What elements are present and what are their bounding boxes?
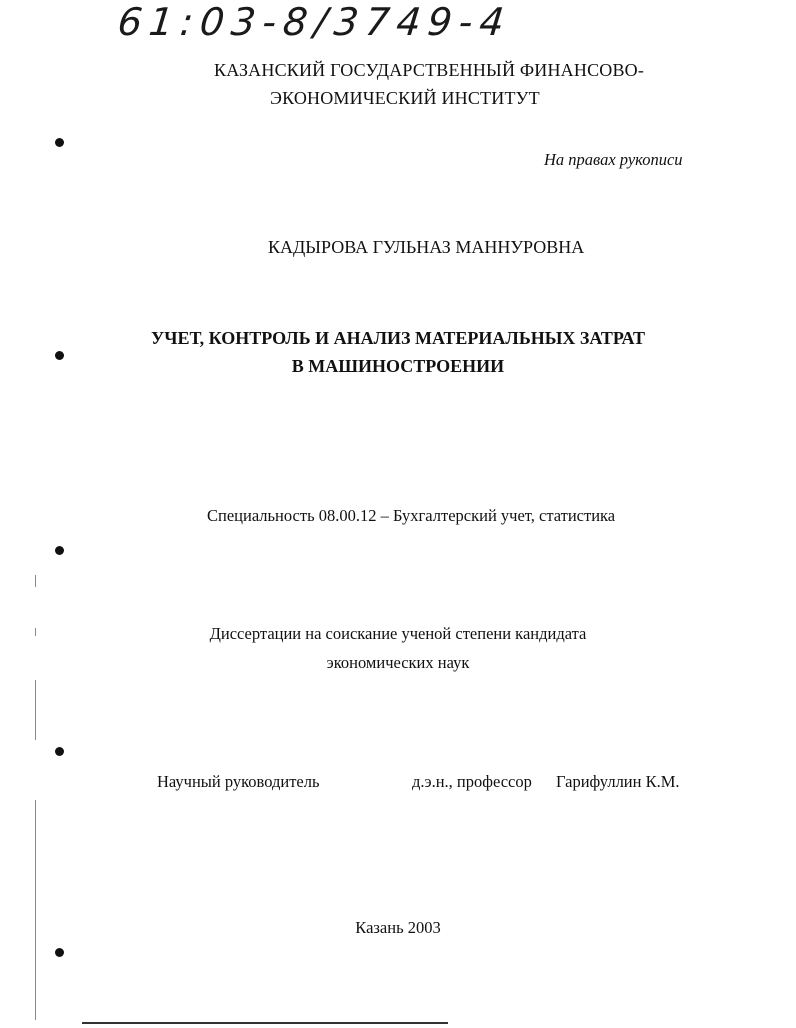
- archive-code: 61:03-8/3749-4: [115, 0, 514, 44]
- supervisor-name: Гарифуллин К.М.: [556, 772, 680, 791]
- supervisor-label: Научный руководитель: [157, 772, 320, 791]
- specialty: Специальность 08.00.12 – Бухгалтерский учет, статистика: [207, 506, 616, 525]
- scan-bottom-edge: [82, 1022, 448, 1024]
- binding-hole: [55, 138, 64, 147]
- binding-hole: [55, 747, 64, 756]
- dissertation-title-line-1: УЧЕТ, КОНТРОЛЬ И АНАЛИЗ МАТЕРИАЛЬНЫХ ЗАТРАТ: [151, 328, 645, 348]
- dissertation-degree-line-1: Диссертации на соискание ученой степени кандидата: [209, 624, 587, 643]
- supervisor-degree: д.э.н., профессор: [412, 772, 532, 791]
- scan-edge-mark: [35, 680, 36, 740]
- institution-line-2: ЭКОНОМИЧЕСКИЙ ИНСТИТУТ: [270, 88, 540, 108]
- scan-edge-mark: [35, 575, 36, 587]
- rights-note: На правах рукописи: [544, 150, 683, 169]
- binding-hole: [55, 546, 64, 555]
- author-name: КАДЫРОВА ГУЛЬНАЗ МАННУРОВНА: [268, 237, 585, 257]
- dissertation-degree-line-2: экономических наук: [326, 653, 470, 672]
- binding-hole: [55, 948, 64, 957]
- city-year: Казань 2003: [355, 918, 441, 937]
- institution-line-1: КАЗАНСКИЙ ГОСУДАРСТВЕННЫЙ ФИНАНСОВО-: [214, 60, 645, 80]
- dissertation-title-line-2: В МАШИНОСТРОЕНИИ: [291, 356, 505, 376]
- scan-edge-mark: [35, 800, 36, 1020]
